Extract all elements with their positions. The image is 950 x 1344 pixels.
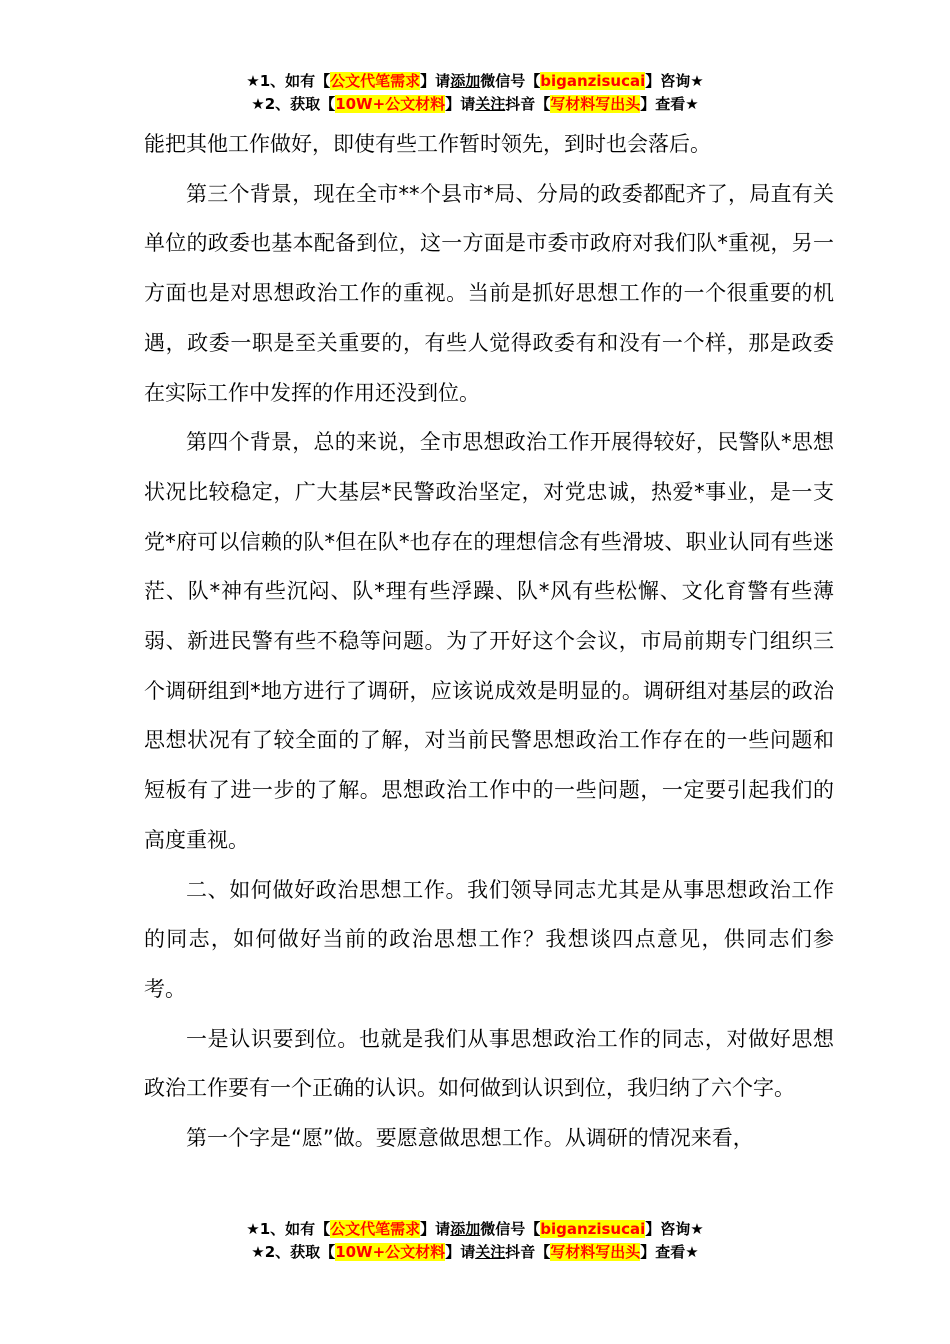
highlight-wechat-id: biganzisucai [540,72,646,90]
highlight-douyin: 写材料写出头 [550,95,641,113]
footer-banner [0,1218,950,1264]
highlight-materials: 10W+公文材料 [335,1243,446,1261]
highlight-materials: 10W+公文材料 [335,95,446,113]
footer-banner-line-1: ★1、如有【公文代笔需求】请添加微信号【biganzisucai】咨询★ [246,1220,704,1238]
paragraph: 能把其他工作做好，即使有些工作暂时领先，到时也会落后。 [144,132,711,156]
paragraph: 二、如何做好政治思想工作。我们领导同志尤其是从事思想政治工作的同志，如何做好当前的政治思想工作？我想谈四点意见，供同志们参考。 [144,877,834,1001]
paragraph: 一是认识要到位。也就是我们从事思想政治工作的同志，对做好思想政治工作要有一个正确的认识。如何做到认识到位，我归纳了六个字。 [144,1026,834,1101]
highlight-douyin: 写材料写出头 [550,1243,641,1261]
paragraph: 第一个字是“愿”做。要愿意做思想工作。从调研的情况来看， [186,1126,754,1151]
footer-banner-line-2: ★2、获取【10W+公文材料】请关注抖音【写材料写出头】查看★ [251,1243,699,1261]
highlight-wechat-id: biganzisucai [540,1220,646,1238]
header-banner [0,70,950,116]
document-body [144,120,834,1164]
paragraph: 第四个背景，总的来说，全市思想政治工作开展得较好，民警队*思想状况比较稳定，广大基层*民警政治坚定，对党忠诚，热爱*事业，是一支党*府可以信赖的队*但在队*也存在的理想信念有些滑坡、职业认同有些迷茫、队*神有些沉闷、队*理有些浮躁、队*风有些松懈、文化育警有些薄弱、新进民警有些不稳等问题。为了开好这个会议，市局前期专门组织三个调研组到*地方进行了调研，应该说成效是明显的。调研组对基层的政治思想状况有了较全面的了解，对当前民警思想政治工作存在的一些问题和短板有了进一步的了解。思想政治工作中的一些问题，一定要引起我们的高度重视。 [144,430,834,852]
highlight-service: 公文代笔需求 [330,72,421,90]
header-banner-line-1: ★1、如有【公文代笔需求】请添加微信号【biganzisucai】咨询★ [246,72,704,90]
header-banner-line-2: ★2、获取【10W+公文材料】请关注抖音【写材料写出头】查看★ [251,95,699,113]
highlight-service: 公文代笔需求 [330,1220,421,1238]
paragraph: 第三个背景，现在全市**个县市*局、分局的政委都配齐了，局直有关单位的政委也基本配备到位，这一方面是市委市政府对我们队*重视，另一方面也是对思想政治工作的重视。当前是抓好思想工作的一个很重要的机遇，政委一职是至关重要的，有些人觉得政委有和没有一个样，那是政委在实际工作中发挥的作用还没到位。 [144,181,834,405]
